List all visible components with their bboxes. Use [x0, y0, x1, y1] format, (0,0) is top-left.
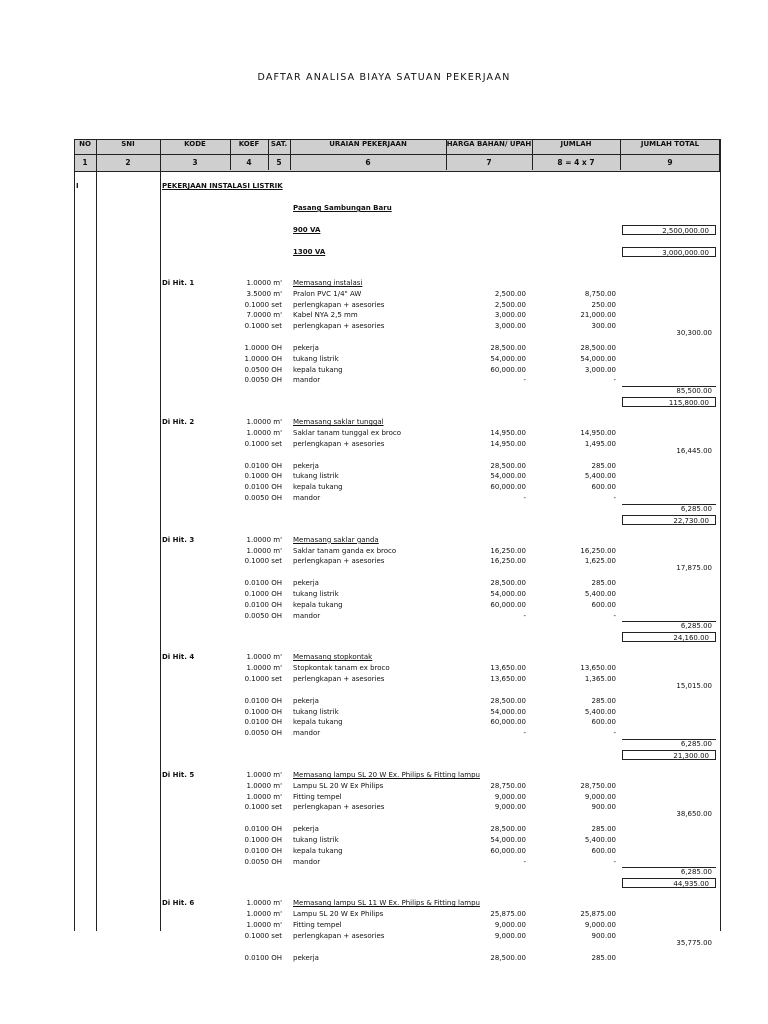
jumlah-cell: 5,400.00 [584, 707, 616, 716]
koef-cell: 0.0100 OH [244, 696, 282, 705]
jumlah-cell: 900.00 [591, 803, 616, 812]
uraian-cell: tukang listrik [293, 590, 339, 598]
uraian-cell: perlengkapan + asesories [293, 931, 385, 940]
koef-cell: 0.0100 OH [244, 953, 282, 962]
koef-cell: 1.0000 m' [246, 535, 282, 544]
harga-cell: 60,000.00 [490, 365, 526, 374]
harga-cell: 9,000.00 [494, 803, 526, 812]
jumlah-cell: 21,000.00 [580, 311, 616, 320]
harga-cell: 16,250.00 [490, 546, 526, 555]
jumlah-cell: 300.00 [591, 322, 616, 331]
column-line [74, 139, 75, 931]
harga-cell: 54,000.00 [490, 707, 526, 716]
koef-cell: 0.1000 set [244, 803, 282, 812]
total-box: 115,800.00 [622, 397, 716, 407]
koef-cell: 0.0050 OH [244, 611, 282, 620]
column-line [96, 139, 97, 931]
uraian-heading: Memasang instalasi [293, 279, 363, 287]
upah-subtotal: 6,285.00 [680, 868, 712, 877]
jumlah-cell: 1,625.00 [584, 557, 616, 566]
harga-cell: 2,500.00 [494, 289, 526, 298]
harga-cell: 3,000.00 [494, 322, 526, 331]
harga-cell: 25,875.00 [490, 910, 526, 919]
harga-cell: 9,000.00 [494, 931, 526, 940]
jumlah-cell: 1,495.00 [584, 439, 616, 448]
harga-cell: 28,500.00 [490, 461, 526, 470]
jumlah-cell: 9,000.00 [584, 921, 616, 929]
section-label: PEKERJAAN INSTALASI LISTRIK [162, 182, 283, 190]
koef-cell: 1.0000 m' [246, 279, 282, 287]
header-cell: NO [79, 140, 91, 148]
kode-label: Di Hit. 2 [162, 418, 195, 427]
harga-cell: 60,000.00 [490, 846, 526, 855]
uraian-cell: Fitting tempel [293, 792, 342, 801]
uraian-cell: perlengkapan + asesories [293, 300, 385, 309]
koef-cell: 0.0100 OH [244, 846, 282, 855]
header-number: 6 [365, 158, 371, 167]
harga-cell: 60,000.00 [490, 483, 526, 492]
jumlah-cell: 8,750.00 [584, 289, 616, 298]
koef-cell: 3.5000 m' [246, 289, 282, 298]
bahan-subtotal: 35,775.00 [676, 938, 712, 947]
jumlah-cell: 5,400.00 [584, 836, 616, 844]
harga-cell: 16,250.00 [490, 557, 526, 566]
harga-cell: 60,000.00 [490, 600, 526, 609]
upah-subtotal: 6,285.00 [680, 504, 712, 513]
bahan-subtotal: 38,650.00 [676, 810, 712, 819]
uraian-cell: pekerja [293, 461, 319, 470]
section-number: I [76, 182, 79, 190]
harga-cell: 13,650.00 [490, 664, 526, 673]
upah-subtotal: 85,500.00 [676, 387, 712, 396]
koef-cell: 1.0000 m' [246, 910, 282, 919]
harga-cell: 28,500.00 [490, 344, 526, 352]
header-cell: KOEF [238, 140, 260, 148]
koef-cell: 0.0050 OH [244, 857, 282, 866]
koef-cell: 0.0050 OH [244, 729, 282, 738]
uraian-cell: kepala tukang [293, 483, 343, 492]
uraian-cell: mandor [293, 494, 321, 502]
harga-cell: - [523, 611, 526, 620]
analysis-table [74, 139, 720, 962]
uraian-cell: pekerja [293, 825, 319, 834]
uraian-cell: kepala tukang [293, 365, 343, 374]
koef-cell: 0.1000 set [244, 931, 282, 940]
koef-cell: 7.0000 m' [246, 311, 282, 320]
koef-cell: 0.1000 set [244, 439, 282, 448]
harga-cell: 9,000.00 [494, 921, 526, 929]
harga-cell: 2,500.00 [494, 300, 526, 309]
uraian-heading: Memasang saklar ganda [293, 535, 379, 544]
uraian-cell: perlengkapan + asesories [293, 557, 385, 566]
uraian-heading: Memasang lampu SL 11 W Ex. Philips & Fitting lampu [293, 899, 480, 908]
uraian-cell: Kabel NYA 2,5 mm [293, 311, 358, 320]
column-line [160, 139, 161, 931]
uraian-cell: tukang listrik [293, 472, 339, 481]
jumlah-cell: - [613, 376, 616, 385]
jumlah-cell: 25,875.00 [580, 910, 616, 919]
harga-cell: 60,000.00 [490, 718, 526, 727]
harga-cell: 14,950.00 [490, 429, 526, 437]
total-box: 2,500,000.00 [622, 225, 716, 235]
harga-cell: 54,000.00 [490, 472, 526, 481]
kode-label: Di Hit. 6 [162, 899, 195, 908]
jumlah-cell: - [613, 611, 616, 620]
jumlah-cell: 1,365.00 [584, 675, 616, 683]
sambungan-label: Pasang Sambungan Baru [293, 204, 392, 212]
header-separator [74, 154, 720, 155]
uraian-cell: perlengkapan + asesories [293, 439, 385, 448]
uraian-cell: perlengkapan + asesories [293, 803, 385, 812]
koef-cell: 0.0100 OH [244, 461, 282, 470]
harga-cell: - [523, 857, 526, 866]
harga-cell: 28,500.00 [490, 825, 526, 834]
koef-cell: 1.0000 m' [246, 781, 282, 790]
jumlah-cell: 600.00 [591, 600, 616, 609]
header-number: 5 [276, 158, 282, 167]
header-cell: JUMLAH [560, 140, 592, 148]
upah-subtotal: 6,285.00 [680, 622, 712, 631]
uraian-heading: Memasang lampu SL 20 W Ex. Philips & Fitting lampu [293, 771, 480, 779]
uraian-heading: Memasang stopkontak [293, 653, 373, 662]
jumlah-cell: 285.00 [591, 461, 616, 470]
uraian-cell: pekerja [293, 579, 319, 588]
koef-cell: 0.1000 set [244, 300, 282, 309]
koef-cell: 1.0000 m' [246, 792, 282, 801]
uraian-cell: perlengkapan + asesories [293, 322, 385, 331]
harga-cell: 54,000.00 [490, 590, 526, 598]
total-box: 21,300.00 [622, 750, 716, 760]
koef-cell: 0.1000 OH [244, 836, 282, 844]
koef-cell: 1.0000 OH [244, 344, 282, 352]
koef-cell: 0.0100 OH [244, 600, 282, 609]
uraian-cell: kepala tukang [293, 846, 343, 855]
kode-label: Di Hit. 5 [162, 771, 195, 779]
koef-cell: 1.0000 m' [246, 771, 282, 779]
jumlah-cell: 285.00 [591, 825, 616, 834]
harga-cell: 28,750.00 [490, 781, 526, 790]
jumlah-cell: 600.00 [591, 846, 616, 855]
header-number: 1 [82, 158, 88, 167]
header-cell: SAT. [270, 140, 288, 148]
uraian-cell: pekerja [293, 953, 319, 962]
harga-cell: - [523, 494, 526, 502]
uraian-cell: pekerja [293, 696, 319, 705]
uraian-cell: Saklar tanam tunggal ex broco [293, 429, 402, 437]
sambungan-item: 900 VA [293, 226, 321, 234]
total-box: 44,935.00 [622, 878, 716, 888]
bahan-subtotal: 17,875.00 [676, 564, 712, 573]
koef-cell: 1.0000 OH [244, 354, 282, 363]
header-cell: JUMLAH TOTAL [640, 140, 700, 148]
harga-cell: - [523, 376, 526, 385]
jumlah-cell: 250.00 [591, 300, 616, 309]
koef-cell: 0.0050 OH [244, 376, 282, 385]
uraian-cell: Lampu SL 20 W Ex Philips [293, 781, 384, 790]
jumlah-cell: 54,000.00 [580, 354, 616, 363]
jumlah-cell: - [613, 494, 616, 502]
jumlah-cell: 3,000.00 [584, 365, 616, 374]
uraian-cell: perlengkapan + asesories [293, 675, 385, 683]
koef-cell: 0.1000 OH [244, 590, 282, 598]
uraian-cell: mandor [293, 611, 321, 620]
koef-cell: 0.1000 set [244, 557, 282, 566]
harga-cell: 9,000.00 [494, 792, 526, 801]
uraian-cell: mandor [293, 376, 321, 385]
uraian-cell: Stopkontak tanam ex broco [293, 664, 390, 673]
header-number: 4 [246, 158, 252, 167]
uraian-cell: Fitting tempel [293, 921, 342, 929]
page-title: DAFTAR ANALISA BIAYA SATUAN PEKERJAAN [257, 72, 511, 83]
jumlah-cell: 13,650.00 [580, 664, 616, 673]
uraian-heading: Memasang saklar tunggal [293, 418, 384, 427]
uraian-cell: mandor [293, 857, 321, 866]
sambungan-item: 1300 VA [293, 248, 326, 256]
jumlah-cell: 9,000.00 [584, 792, 616, 801]
header-cell: KODE [184, 140, 206, 148]
bahan-subtotal: 15,015.00 [676, 681, 712, 690]
jumlah-cell: 5,400.00 [584, 472, 616, 481]
total-box: 3,000,000.00 [622, 247, 716, 257]
uraian-cell: kepala tukang [293, 600, 343, 609]
total-box: 24,160.00 [622, 632, 716, 642]
harga-cell: 14,950.00 [490, 439, 526, 448]
uraian-cell: mandor [293, 729, 321, 738]
jumlah-cell: 900.00 [591, 931, 616, 940]
header-number: 9 [667, 158, 673, 167]
jumlah-cell: 16,250.00 [580, 546, 616, 555]
jumlah-cell: 600.00 [591, 718, 616, 727]
uraian-cell: tukang listrik [293, 707, 339, 716]
koef-cell: 0.0100 OH [244, 579, 282, 588]
koef-cell: 1.0000 m' [246, 418, 282, 427]
koef-cell: 0.1000 OH [244, 707, 282, 716]
header-number: 7 [486, 158, 492, 167]
jumlah-cell: - [613, 729, 616, 738]
koef-cell: 1.0000 m' [246, 664, 282, 673]
header-cell: URAIAN PEKERJAAN [329, 140, 407, 148]
uraian-cell: pekerja [293, 344, 319, 352]
column-line [720, 139, 721, 931]
header-number: 8 = 4 x 7 [557, 158, 595, 167]
koef-cell: 0.0100 OH [244, 825, 282, 834]
uraian-cell: kepala tukang [293, 718, 343, 727]
bahan-subtotal: 30,300.00 [676, 329, 712, 337]
koef-cell: 1.0000 m' [246, 899, 282, 908]
uraian-cell: Pralon PVC 1/4" AW [293, 289, 362, 298]
koef-cell: 1.0000 m' [246, 921, 282, 929]
harga-cell: - [523, 729, 526, 738]
kode-label: Di Hit. 1 [162, 279, 195, 287]
koef-cell: 0.1000 set [244, 322, 282, 331]
koef-cell: 0.0100 OH [244, 483, 282, 492]
koef-cell: 0.1000 set [244, 675, 282, 683]
koef-cell: 0.0050 OH [244, 494, 282, 502]
upah-subtotal: 6,285.00 [680, 740, 712, 748]
koef-cell: 0.0100 OH [244, 718, 282, 727]
harga-cell: 54,000.00 [490, 836, 526, 844]
jumlah-cell: 28,500.00 [580, 344, 616, 352]
harga-cell: 28,500.00 [490, 579, 526, 588]
koef-cell: 0.1000 OH [244, 472, 282, 481]
header-cell: SNI [121, 140, 135, 148]
jumlah-cell: 28,750.00 [580, 781, 616, 790]
koef-cell: 0.0500 OH [244, 365, 282, 374]
jumlah-cell: 285.00 [591, 953, 616, 962]
jumlah-cell: - [613, 857, 616, 866]
bahan-subtotal: 16,445.00 [676, 446, 712, 455]
jumlah-cell: 285.00 [591, 579, 616, 588]
jumlah-cell: 285.00 [591, 696, 616, 705]
uraian-cell: Saklar tanam ganda ex broco [293, 546, 397, 555]
uraian-cell: tukang listrik [293, 836, 339, 844]
jumlah-cell: 600.00 [591, 483, 616, 492]
kode-label: Di Hit. 4 [162, 653, 195, 662]
koef-cell: 1.0000 m' [246, 653, 282, 662]
harga-cell: 3,000.00 [494, 311, 526, 320]
koef-cell: 1.0000 m' [246, 546, 282, 555]
total-box: 22,730.00 [622, 515, 716, 525]
header-number: 2 [125, 158, 131, 167]
harga-cell: 28,500.00 [490, 953, 526, 962]
harga-cell: 13,650.00 [490, 675, 526, 683]
kode-label: Di Hit. 3 [162, 535, 195, 544]
header-number: 3 [192, 158, 198, 167]
header-cell: HARGA BAHAN/ UPAH [446, 140, 532, 148]
jumlah-cell: 14,950.00 [580, 429, 616, 437]
harga-cell: 54,000.00 [490, 354, 526, 363]
uraian-cell: Lampu SL 20 W Ex Philips [293, 910, 384, 919]
koef-cell: 1.0000 m' [246, 429, 282, 437]
uraian-cell: tukang listrik [293, 354, 339, 363]
jumlah-cell: 5,400.00 [584, 590, 616, 598]
harga-cell: 28,500.00 [490, 696, 526, 705]
